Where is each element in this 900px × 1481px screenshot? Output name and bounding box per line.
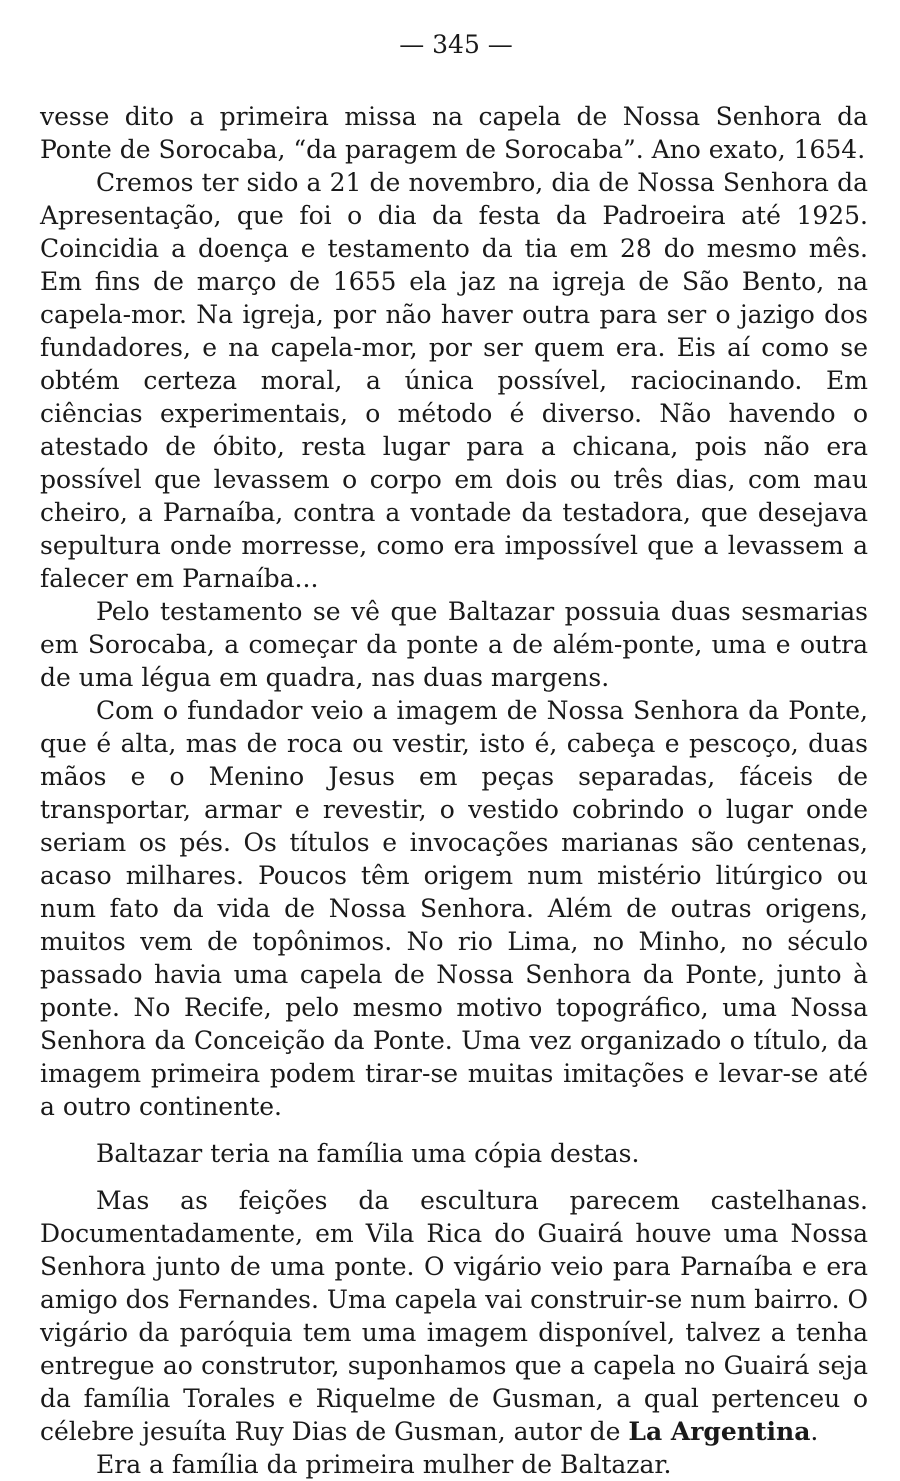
paragraph-3: Pelo testamento se vê que Baltazar possuia duas sesmarias em Sorocaba, a começar da ponte a de além-ponte, uma e outra de uma légua em quadra, nas duas margens. bbox=[40, 597, 868, 692]
paragraph-1: vesse dito a primeira missa na capela de Nossa Senhora da Ponte de Sorocaba, “da paragem de Sorocaba”. Ano exato, 1654. bbox=[40, 102, 868, 164]
paragraph-4: Com o fundador veio a imagem de Nossa Senhora da Ponte, que é alta, mas de roca ou vestir, isto é, cabeça e pescoço, duas mãos e o Menino Jesus em peças separadas, fáceis de transportar, armar e revestir, o vestido cobrindo o lugar onde seriam os pés. Os títulos e invocações marianas são centenas, acaso milhares. Poucos têm origem num mistério litúrgico ou num fato da vida de Nossa Senhora. Além de outras origens, muitos vem de topônimos. No rio Lima, no Minho, no século passado havia uma capela de Nossa Senhora da Ponte, junto à ponte. No Recife, pelo mesmo motivo topográfico, uma Nossa Senhora da Conceição da Ponte. Uma vez organizado o título, da imagem primeira podem tirar-se muitas imitações e levar-se até a outro continente. bbox=[40, 696, 868, 1121]
document-page bbox=[40, 28, 868, 1481]
book-title: La Argentina bbox=[628, 1417, 811, 1446]
paragraph-5: Baltazar teria na família uma cópia destas. bbox=[96, 1139, 640, 1168]
book-title-suffix: . bbox=[810, 1417, 819, 1446]
paragraph-6 bbox=[40, 1184, 868, 1448]
page-number: — 345 — bbox=[399, 30, 513, 59]
paragraph-7: Era a família da primeira mulher de Baltazar. bbox=[96, 1450, 672, 1479]
paragraph-6-text: Mas as feições da escultura parecem castelhanas. Documentadamente, em Vila Rica do Guairá houve uma Nossa Senhora junto de uma ponte. O vigário veio para Parnaíba e era amigo dos Fernandes. Uma capela vai construir-se num bairro. O vigário da paróquia tem uma imagem disponível, talvez a tenha entregue ao construtor, suponhamos que a capela no Guairá seja da família Torales e Riquelme de Gusman, a qual pertenceu o célebre jesuíta Ruy Dias de Gusman, autor de bbox=[40, 1186, 868, 1446]
paragraph-2: Cremos ter sido a 21 de novembro, dia de Nossa Senhora da Apresentação, que foi o dia da festa da Padroeira até 1925. Coincidia a doença e testamento da tia em 28 do mesmo mês. Em fins de março de 1655 ela jaz na igreja de São Bento, na capela-mor. Na igreja, por não haver outra para ser o jazigo dos fundadores, e na capela-mor, por ser quem era. Eis aí como se obtém certeza moral, a única possível, raciocinando. Em ciências experimentais, o método é diverso. Não havendo o atestado de óbito, resta lugar para a chicana, pois não era possível que levassem o corpo em dois ou três dias, com mau cheiro, a Parnaíba, contra a vontade da testadora, que desejava sepultura onde morresse, como era impossível que a levassem a falecer em Parnaíba... bbox=[40, 168, 868, 593]
